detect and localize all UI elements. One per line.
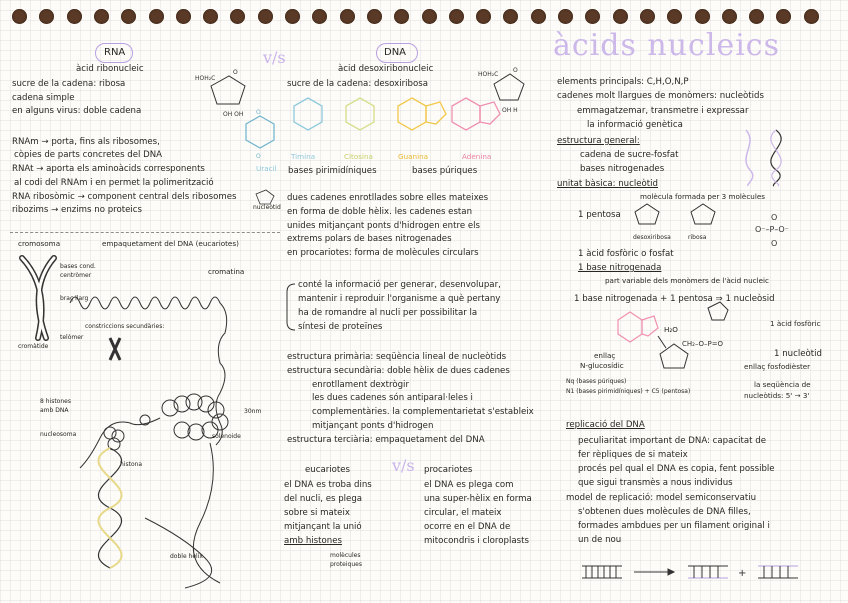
binder-hole bbox=[230, 9, 245, 24]
label-nucleosoma: nucleosoma bbox=[40, 431, 77, 438]
uracil-structure bbox=[240, 110, 280, 165]
pro-line-4: ocorre en el DNA de bbox=[424, 522, 511, 532]
label-30nm: 30nm bbox=[244, 408, 262, 415]
rep-line-5: model de replicació: model semiconservatiu bbox=[566, 493, 757, 503]
bases-puriques: bases púriques bbox=[412, 166, 478, 176]
rna-line-1: sucre de la cadena: ribosa bbox=[12, 79, 126, 89]
rna-type-1: RNAm → porta, fins als ribosomes, bbox=[12, 137, 160, 147]
label-8-histones-1: 8 histones bbox=[40, 398, 71, 405]
right-line-3: la informació genètica bbox=[587, 120, 683, 130]
rep-line-4: que sigui transmès a nous individus bbox=[578, 478, 733, 488]
binder-hole bbox=[367, 9, 382, 24]
euc-line-4: mitjançant la unió bbox=[284, 522, 362, 532]
svg-text:+: + bbox=[738, 568, 747, 579]
estructura-sec-1: enrotllament dextrògir bbox=[312, 380, 409, 390]
equation: 1 base nitrogenada + 1 pentosa ⇒ 1 nucleòsid bbox=[574, 294, 775, 304]
binder-hole bbox=[695, 9, 710, 24]
nucleotide-structure bbox=[598, 300, 778, 380]
elements-principals: elements principals: C,H,O,N,P bbox=[557, 77, 689, 87]
label-bases-cond-2: centròmer bbox=[60, 272, 92, 279]
binder-hole bbox=[640, 9, 655, 24]
nucleotid-1: 1 nucleòtid bbox=[774, 349, 822, 359]
base-citosina: Citosina bbox=[344, 152, 373, 161]
dna-para1-3: unides mitjançant ponts d'hidrogen entre els bbox=[287, 221, 480, 231]
rna-subtitle: àcid ribonucleic bbox=[76, 64, 144, 74]
ribosa-label: ribosa bbox=[688, 234, 707, 241]
base-guanina: Guanina bbox=[398, 152, 429, 161]
base-timina: Timina bbox=[291, 152, 316, 161]
enllac-fosfodiester: enllaç fosfodièster bbox=[744, 362, 811, 371]
uracil-label: Uracil bbox=[256, 164, 277, 173]
svg-text:O: O bbox=[256, 153, 261, 160]
svg-text:OH H: OH H bbox=[502, 107, 518, 114]
label-cromosoma: cromosoma bbox=[18, 239, 61, 248]
euc-line-3: sobre si mateix bbox=[284, 508, 350, 518]
unitat-basica: unitat bàsica: nucleòtid bbox=[557, 179, 658, 189]
base-nitrogenada: 1 base nitrogenada bbox=[578, 263, 662, 273]
binder-hole bbox=[449, 9, 464, 24]
euc-line-1: el DNA es troba dins bbox=[284, 480, 372, 490]
estructura-secundaria: estructura secundària: doble hèlix de dues cadenes bbox=[287, 366, 510, 376]
base-adenina: Adenina bbox=[462, 152, 492, 161]
svg-text:O: O bbox=[256, 109, 261, 116]
vs-label-bottom: v/s bbox=[392, 456, 415, 475]
svg-text:O: O bbox=[771, 213, 778, 222]
h2o: H₂O bbox=[664, 325, 678, 334]
dna-para2-2: mantenir i reproduir l'organisme a què pertany bbox=[298, 294, 501, 304]
dna-para2-3: ha de romandre al nucli per possibilitar la bbox=[298, 308, 478, 318]
rna-line-3: en alguns virus: doble cadena bbox=[12, 106, 142, 116]
enllac-n-1: enllaç bbox=[594, 351, 616, 360]
dna-para1-4: extrems polars de bases nitrogenades bbox=[287, 234, 452, 244]
binder-hole bbox=[121, 9, 136, 24]
svg-text:HOH₂C: HOH₂C bbox=[195, 75, 216, 82]
binder-holes bbox=[12, 9, 836, 27]
label-cromatina: cromatina bbox=[208, 267, 245, 276]
svg-text:CH₂–O–P=O: CH₂–O–P=O bbox=[682, 340, 724, 348]
label-doble-helix: doble hèlix bbox=[170, 553, 203, 560]
dna-heading: DNA bbox=[384, 47, 407, 58]
eucariotes-heading: eucariotes bbox=[305, 465, 351, 475]
right-line-2: emmagatzemar, transmetre i expressar bbox=[577, 106, 749, 116]
binder-hole bbox=[476, 9, 491, 24]
rep-line-2: fer rèpliques de si mateix bbox=[578, 450, 688, 460]
replicacio-heading: replicació del DNA bbox=[566, 420, 645, 430]
bases-pirimidiniques: bases pirimidíniques bbox=[288, 166, 377, 176]
dna-para1-2: en forma de doble hèlix. les cadenes estan bbox=[287, 207, 473, 217]
binder-hole bbox=[667, 9, 682, 24]
rna-line-2: cadena simple bbox=[12, 93, 75, 103]
eg-item-1: cadena de sucre-fosfat bbox=[580, 150, 679, 160]
binder-hole bbox=[94, 9, 109, 24]
dna-helix-icons bbox=[740, 126, 810, 186]
dna-packing-diagram bbox=[10, 248, 280, 588]
binder-hole bbox=[394, 9, 409, 24]
label-telomer: telòmer bbox=[60, 334, 84, 341]
label-braç-llarg: braç llarg bbox=[60, 295, 89, 302]
divider-dashed bbox=[10, 232, 280, 233]
binder-hole bbox=[722, 9, 737, 24]
binder-hole bbox=[613, 9, 628, 24]
moleculas-1: molècules bbox=[330, 552, 361, 559]
dna-subtitle: àcid desoxiribonucleic bbox=[338, 64, 434, 74]
svg-text:O⁻–P–O⁻: O⁻–P–O⁻ bbox=[755, 225, 789, 234]
moleculas-2: proteiques bbox=[330, 561, 362, 568]
binder-hole bbox=[176, 9, 191, 24]
rna-heading: RNA bbox=[104, 47, 126, 58]
binder-hole bbox=[503, 9, 518, 24]
binder-hole bbox=[12, 9, 27, 24]
replication-diagram bbox=[578, 562, 818, 586]
svg-text:O: O bbox=[771, 239, 778, 248]
binder-hole bbox=[67, 9, 82, 24]
svg-text:O: O bbox=[513, 67, 518, 74]
binder-hole bbox=[285, 9, 300, 24]
label-bases-cond-1: bases cond. bbox=[60, 263, 96, 270]
dna-para1-1: dues cadenes enrotllades sobre elles mateixes bbox=[287, 193, 489, 203]
pro-line-3: circular, el mateix bbox=[424, 508, 502, 518]
euc-line-2: del nucli, es plega bbox=[284, 494, 363, 504]
part-variable: part variable dels monòmers de l'àcid nucleic bbox=[605, 276, 769, 285]
rna-nucleotid-label: nucleòtid bbox=[253, 204, 281, 211]
binder-hole bbox=[776, 9, 791, 24]
rna-type-4: al codi del RNAm i en permet la polimerització bbox=[14, 178, 214, 188]
estructura-terciaria: estructura terciària: empaquetament del DNA bbox=[287, 435, 485, 445]
pentosa: 1 pentosa bbox=[578, 210, 621, 220]
small-nucleotide-sketch bbox=[250, 190, 280, 210]
plus-fosforic: 1 àcid fosfòric bbox=[770, 319, 821, 328]
estructura-primaria: estructura primària: seqüència lineal de nucleòtids bbox=[287, 352, 507, 362]
desoxiribosa-label: desoxiribosa bbox=[633, 234, 671, 241]
svg-text:HOH₂C: HOH₂C bbox=[478, 71, 499, 78]
binder-hole bbox=[312, 9, 327, 24]
page-title: àcids nucleics bbox=[553, 28, 781, 63]
pro-line-1: el DNA es plega com bbox=[424, 480, 514, 490]
vs-label-top: v/s bbox=[263, 48, 286, 67]
dna-para2-4: síntesi de proteïnes bbox=[298, 322, 383, 332]
euc-line-5: amb histones bbox=[284, 536, 342, 546]
rep-line-3: procés pel qual el DNA es copia, fent possible bbox=[578, 464, 775, 474]
binder-hole bbox=[585, 9, 600, 24]
binder-hole bbox=[39, 9, 54, 24]
binder-hole bbox=[340, 9, 355, 24]
para2-bracket bbox=[285, 282, 299, 332]
svg-text:O: O bbox=[233, 69, 238, 76]
binder-hole bbox=[558, 9, 573, 24]
dna-para1-5: en procariotes: forma de molècules circulars bbox=[287, 248, 479, 258]
label-empaquetament: empaquetament del DNA (eucariotes) bbox=[102, 239, 239, 248]
binder-hole bbox=[804, 9, 819, 24]
enllac-n-2: N-glucosídic bbox=[580, 361, 624, 370]
rep-line-1: peculiaritat important de DNA: capacitat de bbox=[578, 436, 766, 446]
label-solenoide: solenoide bbox=[212, 433, 241, 440]
dna-sugar-line: sucre de la cadena: desoxiribosa bbox=[287, 79, 429, 89]
procariotes-heading: procariotes bbox=[424, 465, 473, 475]
rna-type-5: RNA ribosòmic → component central dels ribosomes bbox=[12, 192, 237, 202]
rna-type-2: còpies de parts concretes del DNA bbox=[14, 150, 163, 160]
binder-hole bbox=[422, 9, 437, 24]
rep-line-7: formades ambdues per un filament original i bbox=[578, 521, 770, 531]
estructura-sec-2: les dues cadenes són antiparal·leles i bbox=[312, 393, 473, 403]
rna-type-6: ribozims → enzims no proteics bbox=[12, 205, 142, 215]
binder-hole bbox=[749, 9, 764, 24]
nq-2: N1 (bases pirimidíniques) + C5 (pentosa) bbox=[566, 388, 691, 395]
label-8-histones-2: amb DNA bbox=[40, 407, 69, 414]
nitrogen-bases-drawings bbox=[290, 92, 500, 152]
binder-hole bbox=[531, 9, 546, 24]
rep-line-8: un de nou bbox=[578, 535, 622, 545]
label-cromatide: cromàtide bbox=[18, 343, 49, 350]
sequencia-1: la seqüència de bbox=[754, 380, 811, 389]
sequencia-2: nucleòtids: 5' → 3' bbox=[744, 391, 810, 400]
fosfat: 1 àcid fosfòric o fosfat bbox=[578, 249, 674, 259]
binder-hole bbox=[149, 9, 164, 24]
eg-item-2: bases nitrogenades bbox=[580, 164, 665, 174]
estructura-sec-3: complementàries. la complementarietat s'estableix bbox=[312, 407, 534, 417]
rep-line-6: s'obtenen dues molècules de DNA filles, bbox=[578, 507, 751, 517]
svg-text:OH OH: OH OH bbox=[223, 111, 244, 118]
right-line-1: cadenes molt llargues de monòmers: nucleòtids bbox=[557, 91, 764, 101]
binder-hole bbox=[203, 9, 218, 24]
pentose-phosphate-structures bbox=[625, 198, 815, 258]
estructura-sec-4: mitjançant ponts d'hidrogen bbox=[312, 421, 434, 431]
nq-1: Nq (bases púriques) bbox=[566, 378, 627, 385]
binder-hole bbox=[258, 9, 273, 24]
pro-line-2: una super-hèlix en forma bbox=[424, 494, 532, 504]
molecula-3: molècula formada per 3 molècules bbox=[640, 192, 765, 201]
estructura-general: estructura general: bbox=[557, 136, 640, 146]
label-histona: histona bbox=[120, 461, 143, 468]
pro-line-5: mitocondris i cloroplasts bbox=[424, 536, 529, 546]
rna-type-3: RNAt → aporta els aminoàcids corresponents bbox=[12, 164, 205, 174]
dna-para2-1: conté la informació per generar, desenvolupar, bbox=[298, 280, 501, 290]
label-constriccions: constriccions secundàries: bbox=[85, 323, 165, 330]
